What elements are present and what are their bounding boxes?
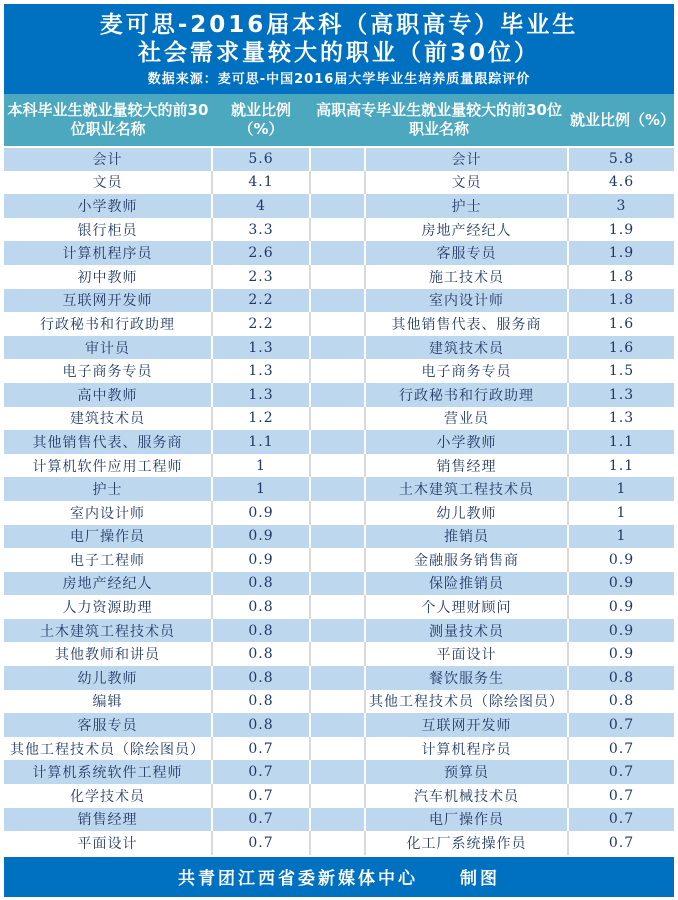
bk-occupation-cell: 审计员 [4, 336, 212, 360]
bk-rate-cell: 1.3 [212, 383, 310, 407]
table-row [4, 312, 674, 336]
column-spacer [310, 713, 365, 737]
bk-rate-cell: 2.2 [212, 312, 310, 336]
bk-rate-cell: 0.8 [212, 619, 310, 643]
gz-rate-cell: 1 [568, 501, 674, 525]
bk-occupation-cell: 平面设计 [4, 831, 212, 855]
bk-occupation-cell: 初中教师 [4, 265, 212, 289]
gz-rate-cell: 0.7 [568, 808, 674, 832]
gz-rate-cell: 1.9 [568, 218, 674, 242]
gz-rate-cell: 1.8 [568, 265, 674, 289]
footer-suffix: 制图 [460, 869, 500, 890]
table-row [4, 525, 674, 549]
table-header [4, 94, 674, 147]
bk-occupation-cell: 小学教师 [4, 194, 212, 218]
table-row [4, 831, 674, 855]
gz-rate-cell: 0.7 [568, 831, 674, 855]
gz-occupation-cell: 计算机程序员 [365, 737, 568, 761]
table-row [4, 265, 674, 289]
bk-rate-cell: 0.8 [212, 666, 310, 690]
bk-occupation-cell: 客服专员 [4, 713, 212, 737]
column-spacer [310, 525, 365, 549]
bk-occupation-cell: 高中教师 [4, 383, 212, 407]
table-row [4, 642, 674, 666]
bk-occupation-cell: 编辑 [4, 690, 212, 714]
bk-occupation-cell: 文员 [4, 171, 212, 195]
column-spacer [310, 454, 365, 478]
gz-rate-cell: 0.7 [568, 737, 674, 761]
column-spacer [310, 171, 365, 195]
bk-rate-cell: 1 [212, 477, 310, 501]
bk-rate-cell: 3.3 [212, 218, 310, 242]
gz-occupation-cell: 互联网开发师 [365, 713, 568, 737]
gz-rate-cell: 1.1 [568, 430, 674, 454]
table-row [4, 407, 674, 431]
table-row [4, 501, 674, 525]
table-row [4, 383, 674, 407]
bk-rate-cell: 0.7 [212, 737, 310, 761]
table-row [4, 454, 674, 478]
bk-rate-cell: 0.9 [212, 501, 310, 525]
gz-occupation-cell: 化工厂系统操作员 [365, 831, 568, 855]
gz-rate-cell: 0.9 [568, 572, 674, 596]
gz-rate-cell: 5.8 [568, 147, 674, 171]
gz-occupation-cell: 房地产经纪人 [365, 218, 568, 242]
table-body [4, 147, 674, 855]
column-spacer [310, 690, 365, 714]
gz-occupation-cell: 客服专员 [365, 241, 568, 265]
table-row [4, 737, 674, 761]
bk-occupation-cell: 销售经理 [4, 808, 212, 832]
bk-occupation-cell: 建筑技术员 [4, 407, 212, 431]
gz-occupation-cell: 金融服务销售商 [365, 548, 568, 572]
column-spacer [310, 666, 365, 690]
gz-occupation-cell: 文员 [365, 171, 568, 195]
column-spacer [310, 241, 365, 265]
gz-occupation-cell: 餐饮服务生 [365, 666, 568, 690]
table-row [4, 241, 674, 265]
table-row [4, 147, 674, 171]
table-row [4, 760, 674, 784]
bk-occupation-cell: 互联网开发师 [4, 289, 212, 313]
gz-rate-cell: 1.6 [568, 336, 674, 360]
table-row [4, 336, 674, 360]
column-spacer [310, 194, 365, 218]
gz-occupation-cell: 电厂操作员 [365, 808, 568, 832]
bk-rate-cell: 1.3 [212, 336, 310, 360]
gz-rate-cell: 0.9 [568, 595, 674, 619]
table-row [4, 572, 674, 596]
gz-rate-cell: 3 [568, 194, 674, 218]
bk-rate-cell: 1.1 [212, 430, 310, 454]
bk-rate-cell: 0.8 [212, 572, 310, 596]
bk-occupation-cell: 其他教师和讲员 [4, 642, 212, 666]
bk-occupation-cell: 会计 [4, 147, 212, 171]
column-spacer [310, 407, 365, 431]
column-spacer [310, 501, 365, 525]
gz-rate-cell: 0.8 [568, 690, 674, 714]
gz-occupation-cell: 行政秘书和行政助理 [365, 383, 568, 407]
column-spacer [310, 572, 365, 596]
gz-rate-cell: 0.9 [568, 548, 674, 572]
gz-occupation-cell: 销售经理 [365, 454, 568, 478]
bk-occupation-cell: 其他工程技术员（除绘图员） [4, 737, 212, 761]
gz-occupation-cell: 施工技术员 [365, 265, 568, 289]
bk-occupation-cell: 土木建筑工程技术员 [4, 619, 212, 643]
bk-rate-cell: 2.6 [212, 241, 310, 265]
bk-occupation-cell: 计算机软件应用工程师 [4, 454, 212, 478]
gz-occupation-cell: 营业员 [365, 407, 568, 431]
bk-occupation-cell: 计算机程序员 [4, 241, 212, 265]
column-spacer [310, 289, 365, 313]
gz-rate-cell: 0.7 [568, 760, 674, 784]
gz-occupation-cell: 保险推销员 [365, 572, 568, 596]
bk-rate-cell: 1 [212, 454, 310, 478]
table-row [4, 289, 674, 313]
bk-occupation-cell: 护士 [4, 477, 212, 501]
column-spacer [310, 784, 365, 808]
bk-occupation-cell: 人力资源助理 [4, 595, 212, 619]
bk-rate-cell: 0.7 [212, 760, 310, 784]
bk-rate-cell: 1.2 [212, 407, 310, 431]
gz-rate-cell: 0.8 [568, 666, 674, 690]
header-bk-occupation: 本科毕业生就业量较大的前30位职业名称 [4, 94, 212, 147]
table-header-row [4, 94, 674, 147]
gz-occupation-cell: 预算员 [365, 760, 568, 784]
gz-rate-cell: 1 [568, 525, 674, 549]
gz-rate-cell: 1.1 [568, 454, 674, 478]
title-line-2: 社会需求量较大的职业（前30位） [137, 40, 540, 66]
gz-rate-cell: 1 [568, 477, 674, 501]
bk-occupation-cell: 化学技术员 [4, 784, 212, 808]
table-row [4, 477, 674, 501]
table-row [4, 808, 674, 832]
table-row [4, 690, 674, 714]
column-spacer [310, 808, 365, 832]
gz-occupation-cell: 会计 [365, 147, 568, 171]
bk-occupation-cell: 银行柜员 [4, 218, 212, 242]
bk-rate-cell: 0.8 [212, 642, 310, 666]
bk-rate-cell: 2.3 [212, 265, 310, 289]
table-row [4, 713, 674, 737]
gz-occupation-cell: 其他销售代表、服务商 [365, 312, 568, 336]
bk-rate-cell: 1.3 [212, 359, 310, 383]
gz-occupation-cell: 建筑技术员 [365, 336, 568, 360]
bk-rate-cell: 4 [212, 194, 310, 218]
bk-occupation-cell: 其他销售代表、服务商 [4, 430, 212, 454]
bk-rate-cell: 2.2 [212, 289, 310, 313]
gz-rate-cell: 1.9 [568, 241, 674, 265]
gz-occupation-cell: 汽车机械技术员 [365, 784, 568, 808]
table-row [4, 218, 674, 242]
column-spacer [310, 619, 365, 643]
gz-occupation-cell: 平面设计 [365, 642, 568, 666]
header-bk-rate: 就业比例（%） [212, 94, 310, 147]
column-spacer [310, 359, 365, 383]
occupation-table [4, 94, 674, 855]
bk-occupation-cell: 房地产经纪人 [4, 572, 212, 596]
bk-rate-cell: 0.7 [212, 808, 310, 832]
bk-occupation-cell: 电子商务专员 [4, 359, 212, 383]
bk-rate-cell: 0.8 [212, 690, 310, 714]
gz-rate-cell: 4.6 [568, 171, 674, 195]
bk-rate-cell: 5.6 [212, 147, 310, 171]
column-spacer [310, 265, 365, 289]
bk-occupation-cell: 室内设计师 [4, 501, 212, 525]
column-spacer [310, 642, 365, 666]
table-row [4, 666, 674, 690]
column-spacer [310, 595, 365, 619]
footer-bar [4, 857, 674, 897]
bk-rate-cell: 0.8 [212, 713, 310, 737]
header-gz-occupation: 高职高专毕业生就业量较大的前30位职业名称 [310, 94, 568, 147]
gz-rate-cell: 1.6 [568, 312, 674, 336]
gz-rate-cell: 0.9 [568, 619, 674, 643]
gz-rate-cell: 0.7 [568, 784, 674, 808]
table-row [4, 359, 674, 383]
gz-rate-cell: 1.8 [568, 289, 674, 313]
gz-occupation-cell: 室内设计师 [365, 289, 568, 313]
header-gz-rate: 就业比例（%） [568, 94, 674, 147]
table-row [4, 595, 674, 619]
gz-rate-cell: 1.3 [568, 383, 674, 407]
column-spacer [310, 430, 365, 454]
bk-rate-cell: 0.9 [212, 525, 310, 549]
column-spacer [310, 831, 365, 855]
data-source-note: 数据来源：麦可思-中国2016届大学毕业生培养质量跟踪评价 [147, 72, 531, 87]
column-spacer [310, 312, 365, 336]
bk-rate-cell: 0.7 [212, 831, 310, 855]
table-row [4, 430, 674, 454]
gz-rate-cell: 1.3 [568, 407, 674, 431]
gz-occupation-cell: 个人理财顾问 [365, 595, 568, 619]
gz-occupation-cell: 测量技术员 [365, 619, 568, 643]
column-spacer [310, 737, 365, 761]
table-row [4, 171, 674, 195]
column-spacer [310, 548, 365, 572]
gz-rate-cell: 0.9 [568, 642, 674, 666]
bk-occupation-cell: 电厂操作员 [4, 525, 212, 549]
gz-occupation-cell: 推销员 [365, 525, 568, 549]
gz-rate-cell: 0.7 [568, 713, 674, 737]
gz-occupation-cell: 电子商务专员 [365, 359, 568, 383]
gz-occupation-cell: 其他工程技术员（除绘图员） [365, 690, 568, 714]
column-spacer [310, 218, 365, 242]
footer-credit: 共青团江西省委新媒体中心 [178, 869, 418, 890]
bk-occupation-cell: 幼儿教师 [4, 666, 212, 690]
column-spacer [310, 336, 365, 360]
column-spacer [310, 477, 365, 501]
table-row [4, 548, 674, 572]
bk-occupation-cell: 计算机系统软件工程师 [4, 760, 212, 784]
column-spacer [310, 147, 365, 171]
bk-occupation-cell: 电子工程师 [4, 548, 212, 572]
gz-occupation-cell: 幼儿教师 [365, 501, 568, 525]
column-spacer [310, 760, 365, 784]
bk-rate-cell: 0.8 [212, 595, 310, 619]
table-row [4, 784, 674, 808]
gz-rate-cell: 1.5 [568, 359, 674, 383]
gz-occupation-cell: 土木建筑工程技术员 [365, 477, 568, 501]
column-spacer [310, 383, 365, 407]
bk-rate-cell: 0.9 [212, 548, 310, 572]
bk-rate-cell: 0.7 [212, 784, 310, 808]
title-block [4, 4, 674, 94]
table-row [4, 194, 674, 218]
table-row [4, 619, 674, 643]
bk-occupation-cell: 行政秘书和行政助理 [4, 312, 212, 336]
gz-occupation-cell: 护士 [365, 194, 568, 218]
title-line-1: 麦可思-2016届本科（高职高专）毕业生 [99, 12, 579, 38]
bk-rate-cell: 4.1 [212, 171, 310, 195]
gz-occupation-cell: 小学教师 [365, 430, 568, 454]
